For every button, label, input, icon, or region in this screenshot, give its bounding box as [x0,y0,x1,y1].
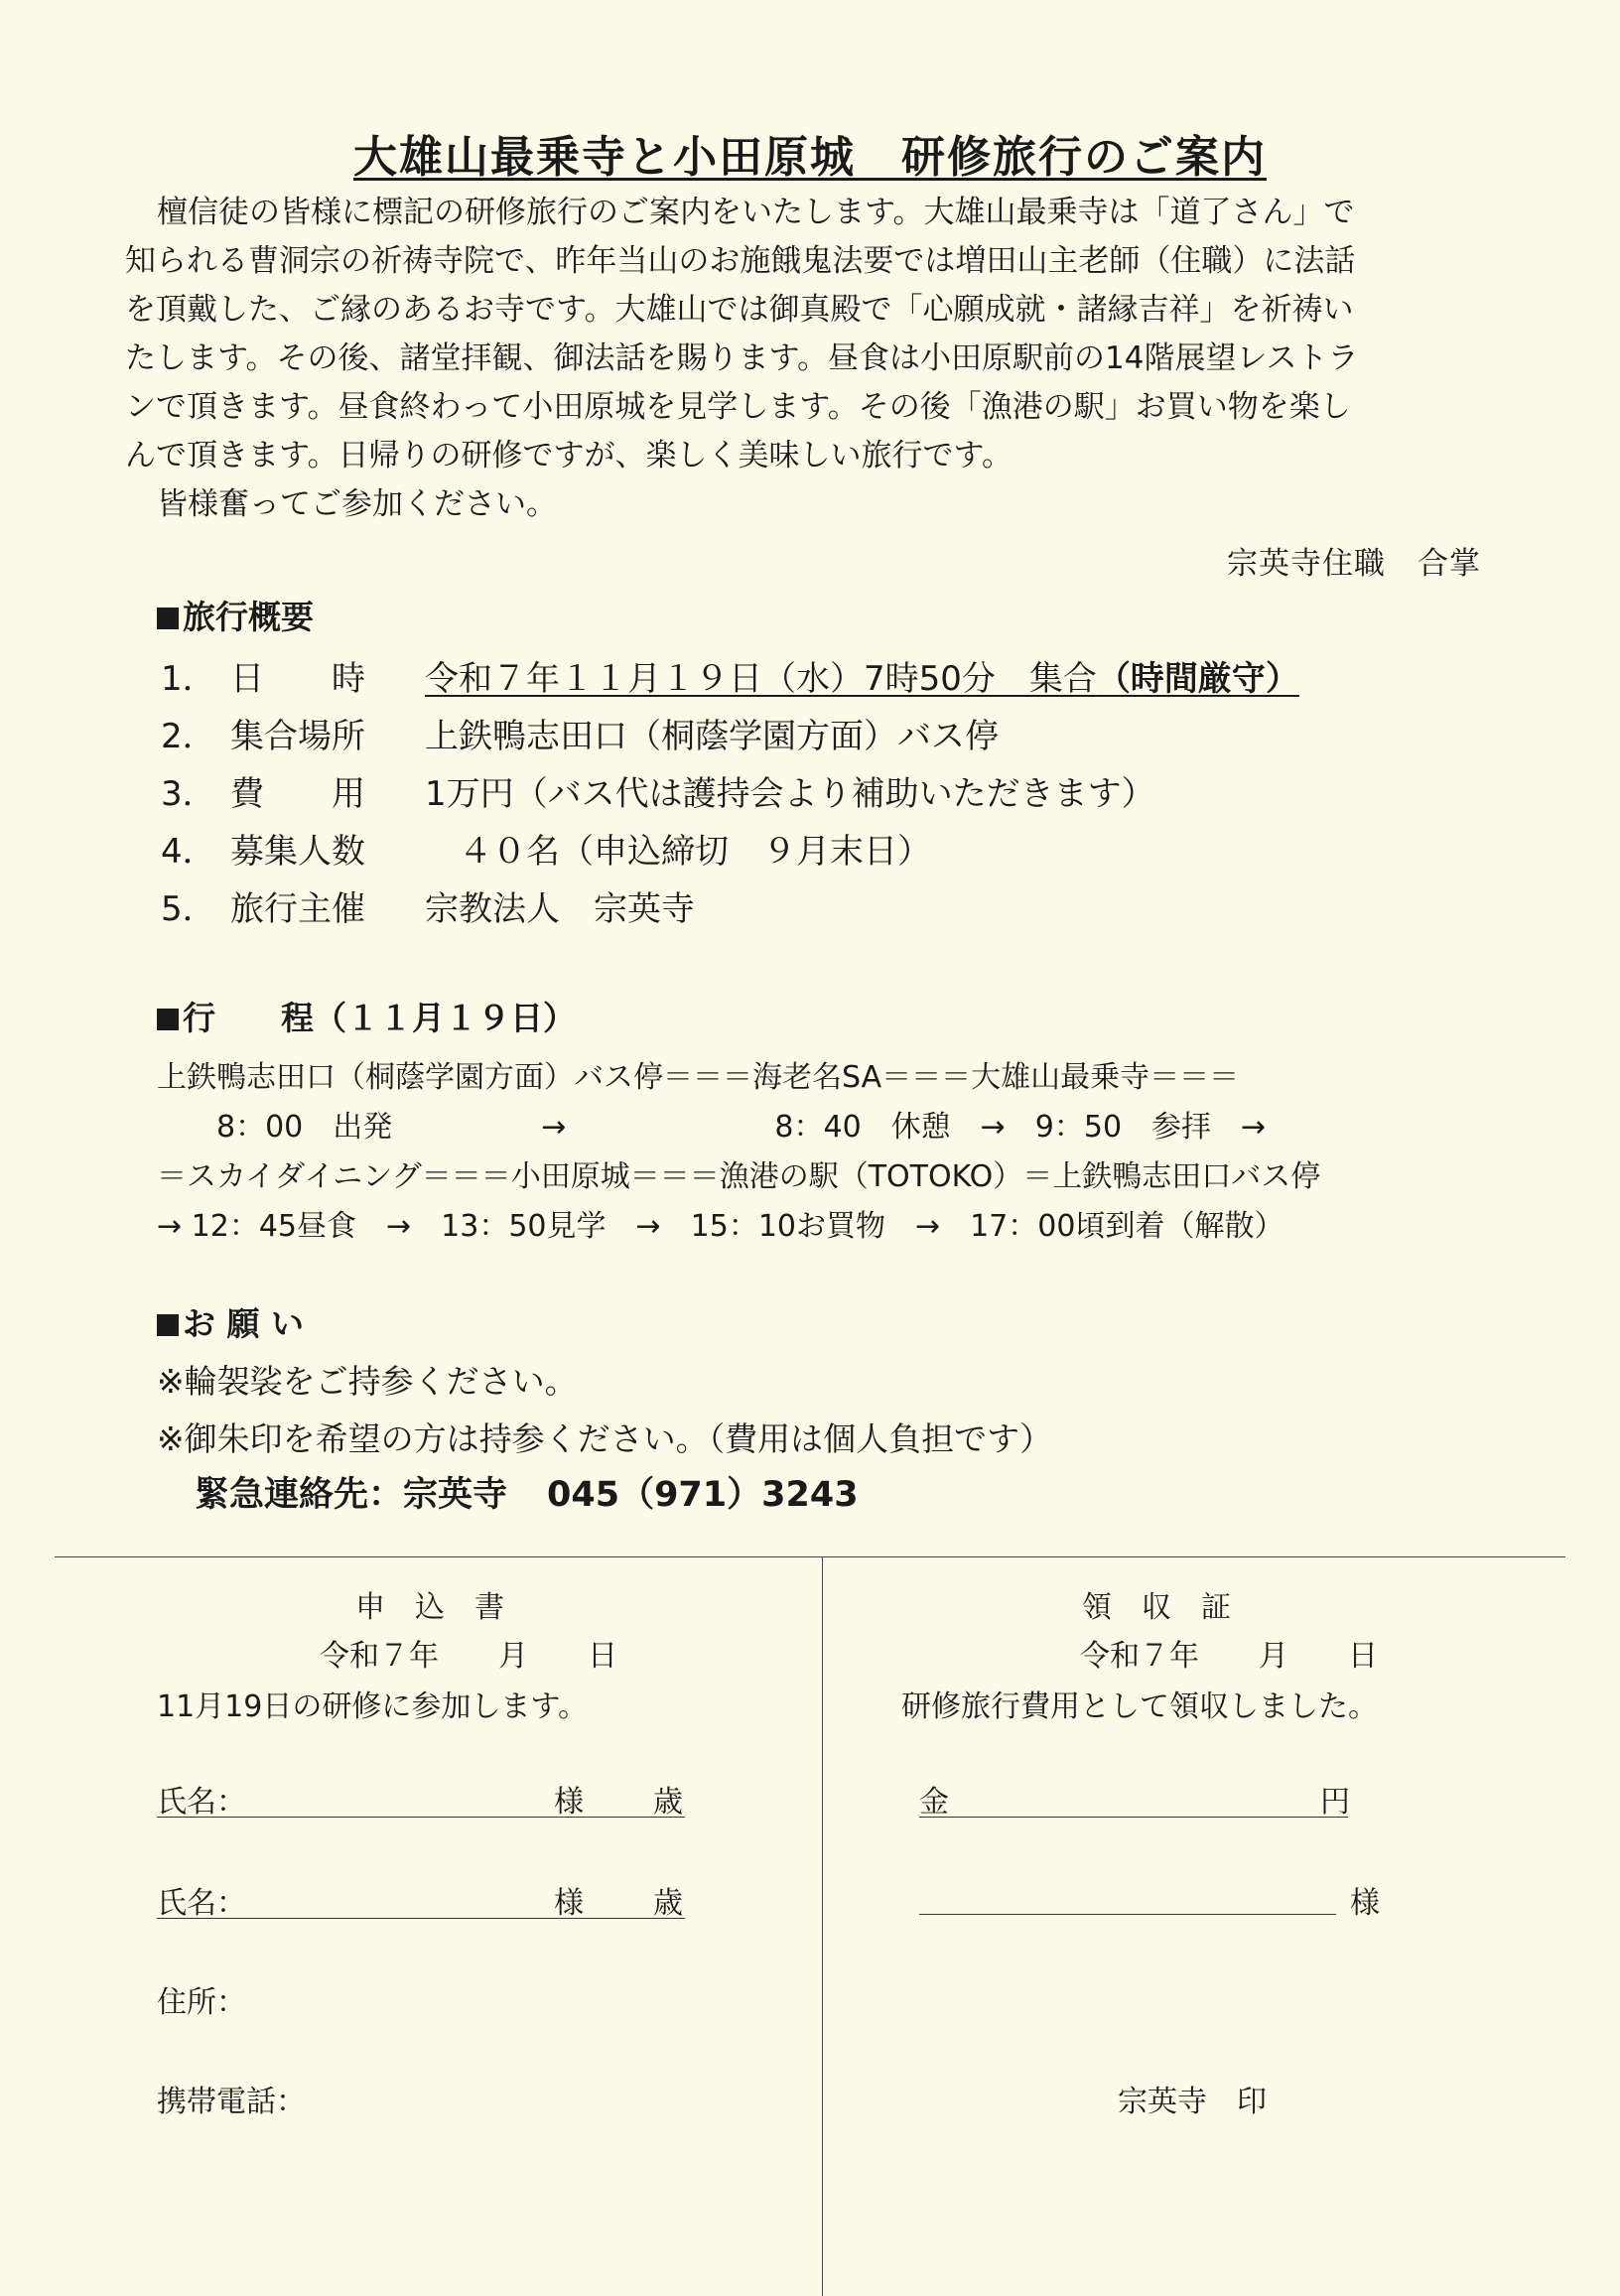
item-label: 日 時 [230,659,365,699]
item-value: ４０名（申込締切 ９月末日） [425,832,931,872]
form-divider [822,1556,823,2296]
receipt-date: 令和７年 月 日 [1080,1639,1378,1674]
item-number: 3． [161,774,216,814]
overview-row-organizer [161,881,695,930]
receipt-title: 領 収 証 [1082,1590,1231,1625]
name-label: 氏名： [157,1886,246,1921]
overview-row-datetime [161,651,1299,700]
intro-line: たします。その後、諸堂拝観、御法話を賜ります。昼食は小田原駅前の14階展望レストラ [125,340,1359,376]
item-label: 費 用 [230,774,365,814]
item-number: 2． [161,717,216,756]
item-value: 上鉄鴨志田口（桐蔭学園方面）バス停 [425,717,999,756]
name-field-2[interactable] [157,1918,685,1919]
intro-line: 皆様奮ってご参加ください。 [157,486,557,522]
item-value: 宗教法人 宗英寺 [425,889,695,929]
request-item: ※御朱印を希望の方は持参ください。（費用は個人負担です） [157,1419,1053,1458]
intro-line: ンで頂きます。昼食終わって小田原城を見学します。その後「漁港の駅」お買い物を楽し [125,389,1351,425]
intro-line: を頂戴した、ご縁のあるお寺です。大雄山では御真殿で「心願成就・諸縁吉祥」を祈祷い [125,292,1354,328]
application-title: 申 込 書 [355,1590,504,1625]
receipt-statement: 研修旅行費用として領収しました。 [901,1689,1378,1724]
item-label: 募集人数 [230,832,365,872]
item-value: 1万円（バス代は護持会より補助いただきます） [425,774,1155,814]
temple-seal: 宗英寺 印 [1118,2085,1267,2119]
age-label: 歳 [653,1785,683,1820]
amount-prefix: 金 [919,1785,949,1820]
recipient-field[interactable] [919,1914,1336,1915]
item-number: 4． [161,832,216,872]
overview-row-place [161,709,999,757]
requests-heading: お 願 い [157,1298,304,1345]
name-label: 氏名： [157,1785,246,1820]
emergency-phone: 045（971）3243 [547,1475,859,1515]
age-label: 歳 [653,1886,683,1921]
overview-row-cost [161,766,1155,815]
amount-suffix: 円 [1320,1785,1350,1820]
page-title: 大雄山最乗寺と小田原城 研修旅行のご案内 [353,132,1267,183]
phone-label: 携帯電話： [157,2085,306,2119]
schedule-line: 上鉄鴨志田口（桐蔭学園方面）バス停＝＝＝海老名SA＝＝＝大雄山最乗寺＝＝＝ [157,1060,1240,1095]
emergency-label: 緊急連絡先：宗英寺 [195,1475,508,1515]
intro-line: んで頂きます。日帰りの研修ですが、楽しく美味しい旅行です。 [125,438,1013,473]
signature: 宗英寺住職 合掌 [1227,546,1481,582]
schedule-line: 8：00 出発 → 8：40 休憩 → 9：50 参拝 → [157,1110,1267,1145]
name-field-1[interactable] [157,1817,685,1818]
item-label: 集合場所 [230,717,365,756]
cut-line [55,1556,1565,1557]
schedule-line: → 12：45昼食 → 13：50見学 → 15：10お買物 → 17：00頃到着（解散） [157,1209,1284,1244]
application-statement: 11月19日の研修に参加します。 [157,1689,588,1724]
item-number: 1． [161,659,216,699]
intro-line: 檀信徒の皆様に標記の研修旅行のご案内をいたします。大雄山最乗寺は「道了さん」で [157,195,1355,230]
item-value: 令和７年１１月１９日（水）7時50分 集合（時間厳守） [425,659,1299,699]
application-date: 令和７年 月 日 [320,1639,617,1674]
overview-row-capacity [161,824,931,873]
amount-field[interactable] [919,1817,1348,1818]
overview-heading: 旅行概要 [157,592,314,638]
sama-label: 様 [554,1785,584,1820]
item-number: 5． [161,889,216,929]
recipient-sama: 様 [1350,1886,1380,1921]
emergency-contact [195,1467,859,1517]
strict-time-note: （時間厳守） [1096,659,1299,699]
schedule-line: ＝スカイダイニング＝＝＝小田原城＝＝＝漁港の駅（TOTOKO）＝上鉄鴨志田口バス停 [157,1159,1321,1194]
sama-label: 様 [554,1886,584,1921]
request-item: ※輪袈裟をご持参ください。 [157,1362,578,1401]
schedule-heading: 行 程（１１月１９日） [157,993,576,1039]
intro-line: 知られる曹洞宗の祈祷寺院で、昨年当山のお施餓鬼法要では増田山主老師（住職）に法話 [125,243,1356,279]
address-label: 住所： [157,1985,246,2020]
intro-paragraph [125,189,1487,529]
item-label: 旅行主催 [230,889,365,929]
